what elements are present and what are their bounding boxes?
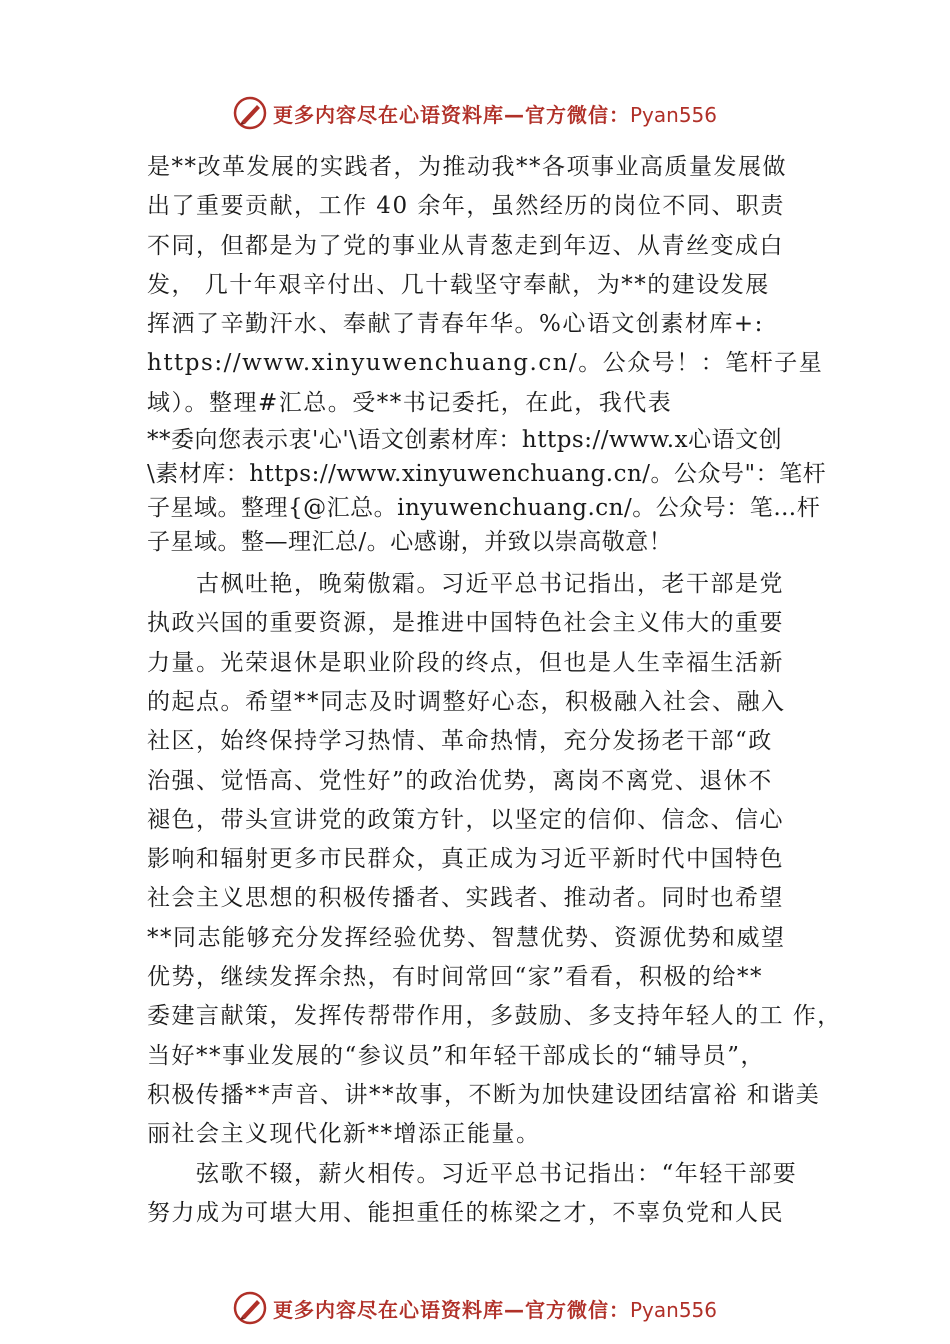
paragraph-line: 执政兴国的重要资源，是推进中国特色社会主义伟大的重要 [147, 610, 784, 637]
body-line: 不同，但都是为了党的事业从青葱走到年迈、从青丝变成白 [147, 232, 784, 259]
body-line: 发， 几十年艰辛付出、几十载坚守奉献，为**的建设发展 [147, 271, 770, 298]
paragraph-line: 力量。光荣退休是职业阶段的终点，但也是人生幸福生活新 [147, 649, 784, 676]
dense-line: \素材库：https://www.xinyuwenchuang.cn/。公众号"：笔杆 [147, 461, 827, 488]
paragraph-line: 弦歌不辍，薪火相传。习近平总书记指出：“年轻干部要 [147, 1160, 798, 1187]
body-line: 挥洒了辛勤汗水、奉献了青春年华。%心语文创素材库+: [147, 311, 764, 338]
paragraph-line: 的起点。希望**同志及时调整好心态，积极融入社会、融入 [147, 688, 786, 715]
banner-text [273, 1294, 717, 1323]
body-line: 出了重要贡献，工作 40 余年，虽然经历的岗位不同、职责 [147, 193, 785, 220]
paragraph-line: 影响和辐射更多市民群众，真正成为习近平新时代中国特色 [147, 846, 784, 873]
pen-logo-icon [233, 96, 267, 130]
paragraph-line: 委建言献策，发挥传帮带作用，多鼓励、多支持年轻人的工 作， [147, 1003, 842, 1030]
pen-logo-icon [233, 1291, 267, 1325]
dense-line: 子星域。整理{@汇总。inyuwenchuang.cn/。公众号：笔…杆 [147, 495, 821, 522]
body-line: https://www.xinyuwenchuang.cn/。公众号！：笔杆子星 [147, 350, 824, 377]
paragraph-line: 治强、觉悟高、党性好”的政治优势，离岗不离党、退休不 [147, 767, 773, 794]
paragraph-line: 当好**事业发展的“参议员”和年轻干部成长的“辅导员”， [147, 1042, 766, 1069]
banner-label: 更多内容尽在心语资料库—官方微信： [272, 1297, 630, 1322]
paragraph-line: 积极传播**声音、讲**故事，不断为加快建设团结富裕 和谐美 [147, 1081, 821, 1108]
paragraph-line: 褪色，带头宣讲党的政策方针，以坚定的信仰、信念、信心 [147, 806, 784, 833]
paragraph-line: **同志能够充分发挥经验优势、智慧优势、资源优势和威望 [147, 924, 786, 951]
document-body [147, 148, 842, 1233]
footer-banner [0, 1288, 950, 1328]
paragraph-line: 丽社会主义现代化新**增添正能量。 [147, 1121, 541, 1148]
paragraph-line: 努力成为可堪大用、能担重任的栋梁之才，不辜负党和人民 [147, 1199, 784, 1226]
body-line: 域）。整理#汇总。受**书记委托，在此，我代表 [147, 389, 673, 416]
banner-handle: Pyan556 [629, 1297, 717, 1322]
dense-line: 子星域。整—理汇总/。心感谢，并致以崇高敬意！ [147, 529, 673, 556]
body-line: 是**改革发展的实践者，为推动我**各项事业高质量发展做 [147, 154, 787, 180]
paragraph-line: 优势，继续发挥余热，有时间常回“家”看看，积极的给** [147, 964, 764, 991]
paragraph-line: 古枫吐艳，晚菊傲霜。习近平总书记指出，老干部是党 [147, 571, 784, 598]
banner-handle: Pyan556 [629, 102, 717, 127]
dense-line: **委向您表示衷'心'\语文创素材库：https://www.x心语文创 [147, 427, 783, 454]
paragraph-line: 社会主义思想的积极传播者、实践者、推动者。同时也希望 [147, 885, 784, 912]
banner-label: 更多内容尽在心语资料库—官方微信： [272, 102, 630, 127]
header-banner [0, 93, 950, 133]
banner-text [273, 99, 717, 128]
paragraph-line: 社区，始终保持学习热情、革命热情，充分发扬老干部“政 [147, 728, 773, 755]
